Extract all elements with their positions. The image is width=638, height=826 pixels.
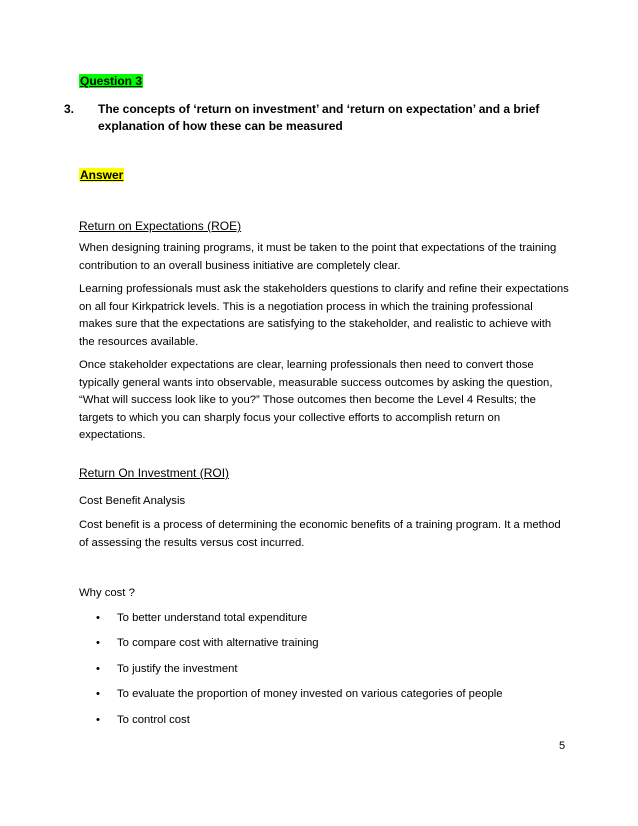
roi-paragraph: Cost benefit is a process of determining the economic benefits of a training program. It a method of assessing the results versus cost incurred. [79,519,561,549]
question-text: The concepts of ‘return on investment’ and ‘return on expectation’ and a brief explanation of how these can be measured [98,102,540,133]
question-label: Question 3 [80,74,143,88]
roe-paragraph-3: Once stakeholder expectations are clear, learning professionals then need to convert those typically general wants into observable, measurable success outcomes by asking the question, “What will success look like to you?” Those outcomes then become the Level 4 Results; the targets to which you can sharply focus your collective efforts to accomplish return on expectations. [79,359,553,442]
bullet-icon: • [96,663,100,675]
list-item [96,662,238,676]
list-item [96,636,319,650]
list-item-text: To justify the investment [117,663,238,675]
list-item [96,713,190,727]
list-item-text: To better understand total expenditure [117,612,308,624]
roe-paragraph-1: When designing training programs, it must be taken to the point that expectations of the training contribution to an overall business initiative are completely clear. [79,242,557,272]
list-item-text: To evaluate the proportion of money invested on various categories of people [117,688,503,700]
list-item [96,611,307,625]
roi-heading: Return On Investment (ROI) [79,466,230,480]
list-item-text: To compare cost with alternative training [117,637,319,649]
list-item-text: To control cost [117,714,190,726]
roe-heading: Return on Expectations (ROE) [79,219,242,233]
answer-label: Answer [80,168,124,182]
bullet-icon: • [96,714,100,726]
roi-subheading: Cost Benefit Analysis [79,495,186,507]
question-number: 3. [64,102,75,116]
roe-paragraph-2: Learning professionals must ask the stakeholders questions to clarify and refine their expectations on all four Kirkpatrick levels. This is a negotiation process in which the training professional makes sure that the expectations are satisfying to the stakeholder, and realistic to achieve with the resources available. [79,283,569,348]
bullet-icon: • [96,637,100,649]
list-item [96,687,503,701]
page-number: 5 [559,740,566,752]
bullet-icon: • [96,688,100,700]
bullet-icon: • [96,612,100,624]
why-cost-label: Why cost ? [79,587,135,599]
